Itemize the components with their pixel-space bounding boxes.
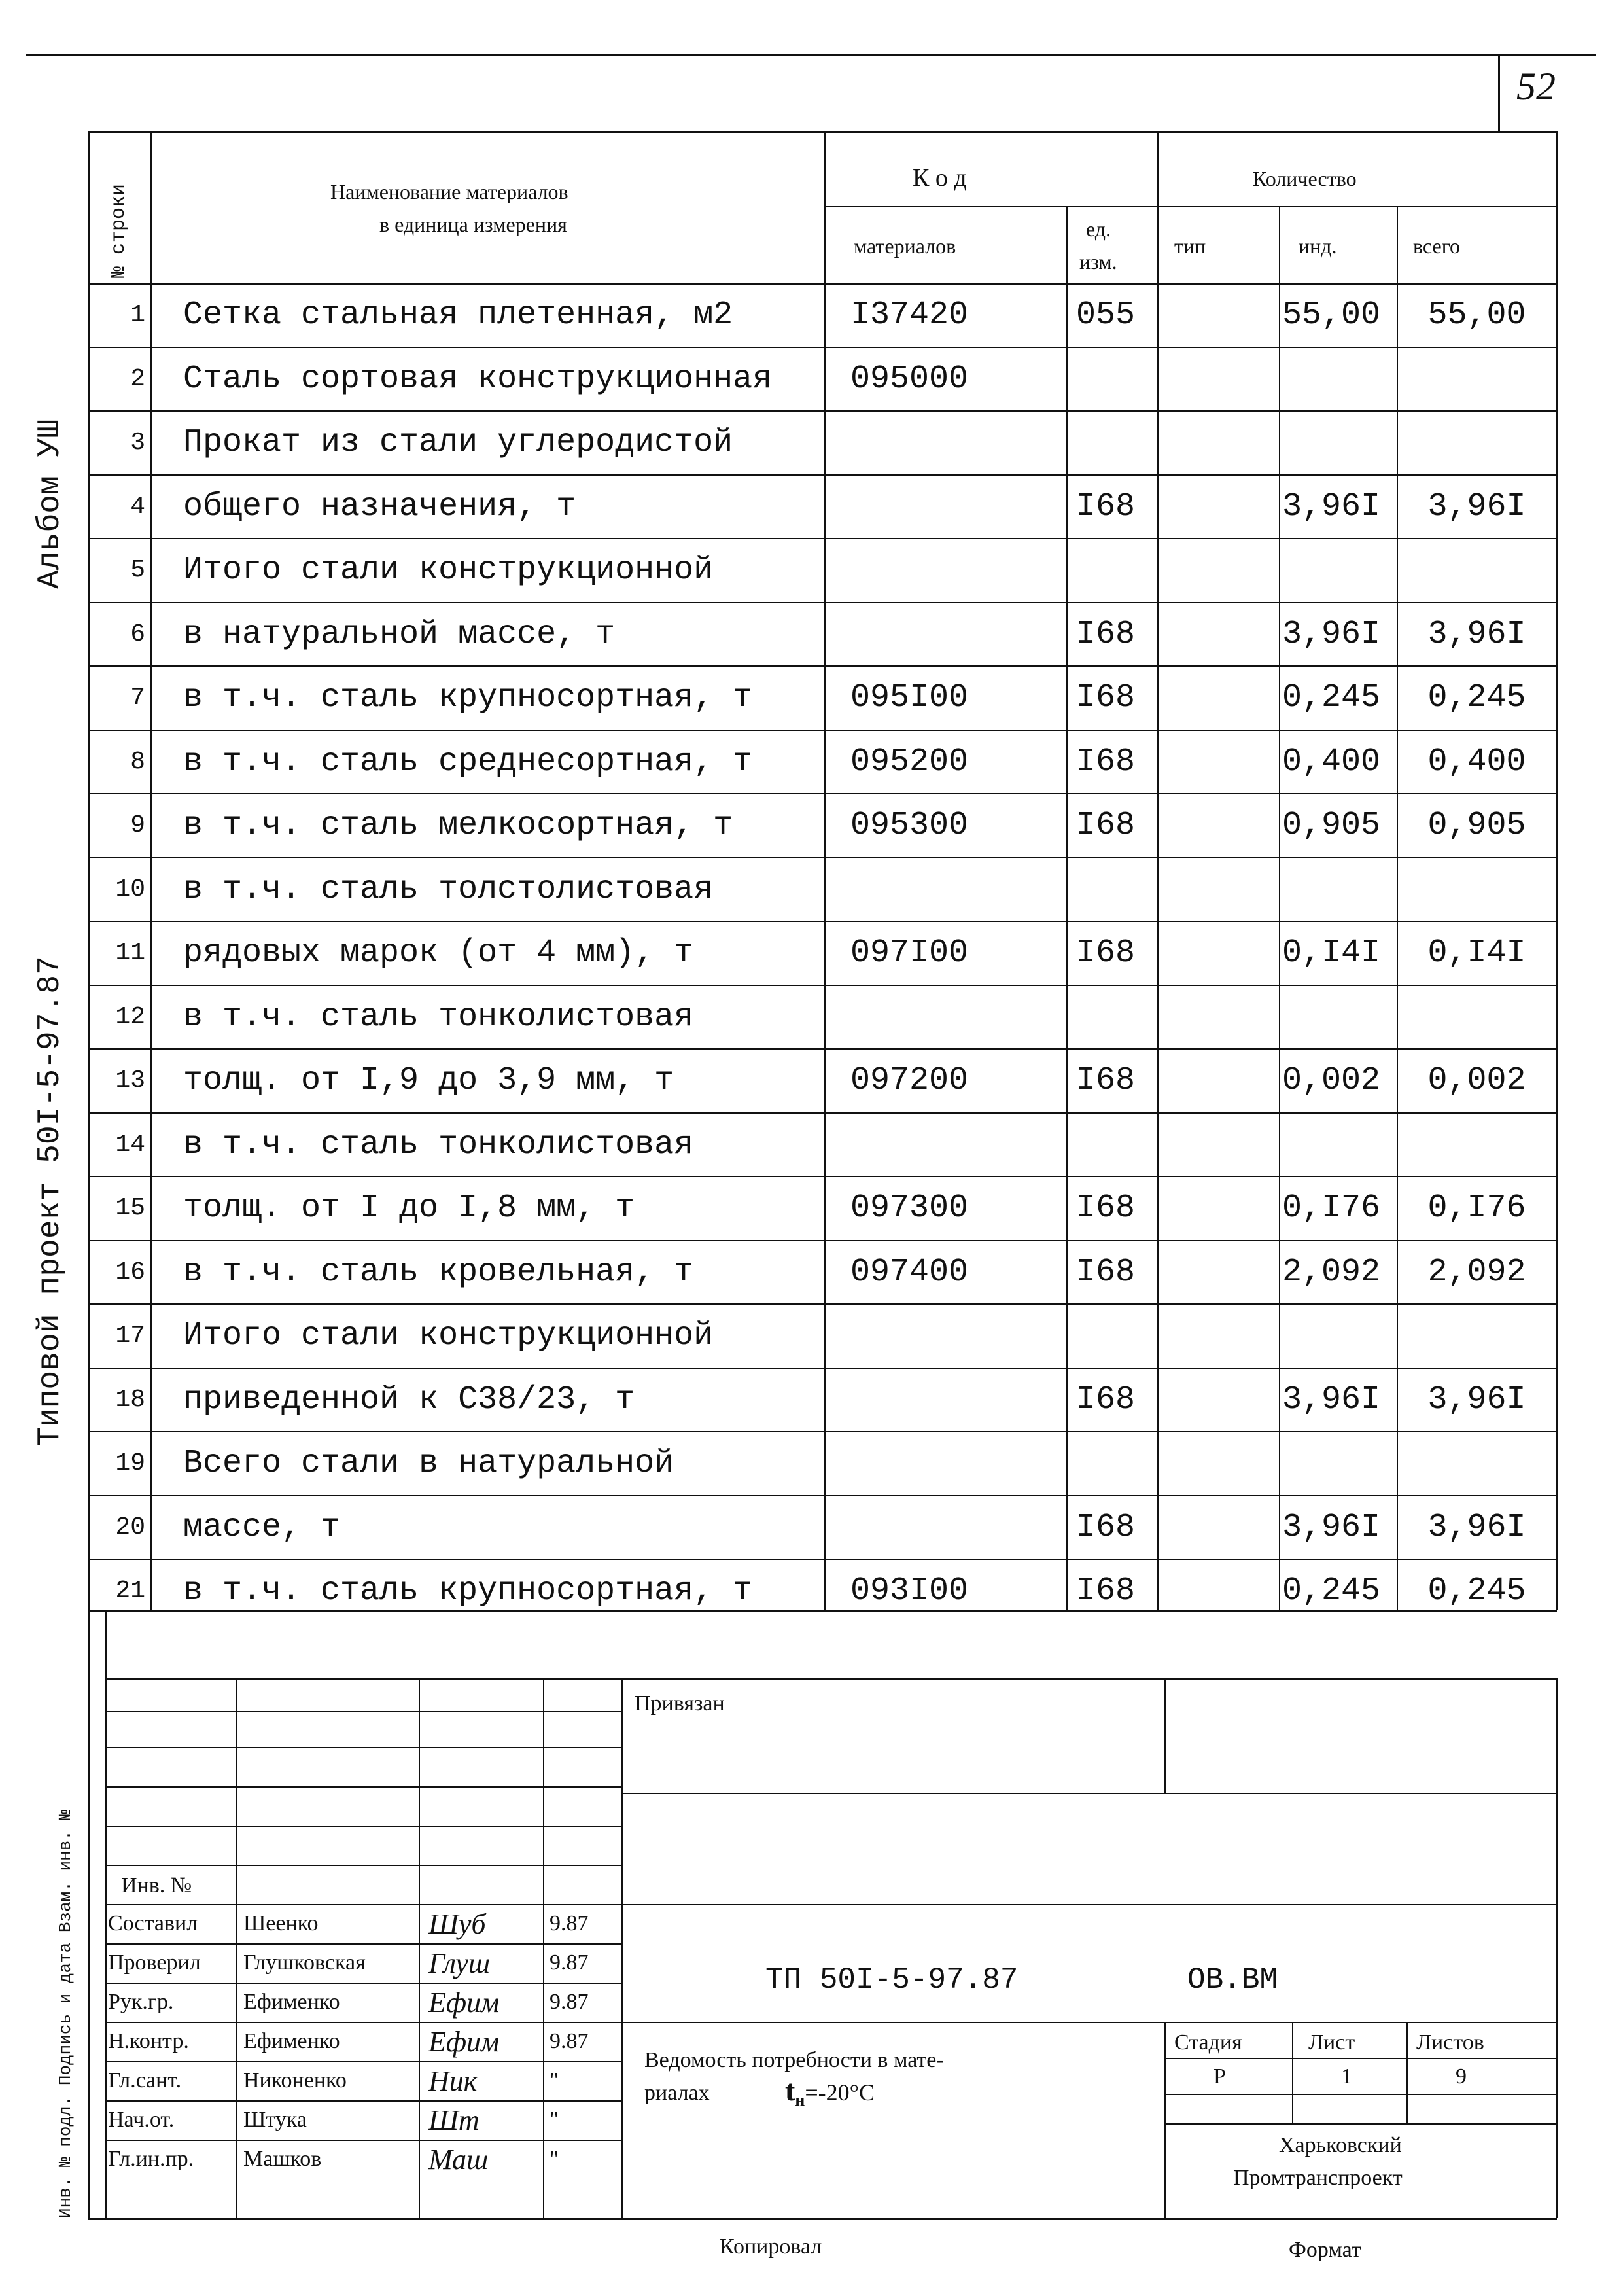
stamp-role: Нач.от. xyxy=(108,2108,175,2132)
unit-code: I68 xyxy=(1076,1572,1136,1610)
temperature-symbol: t xyxy=(785,2074,795,2107)
stamp-role: Н.контр. xyxy=(108,2029,189,2053)
unit-code: I68 xyxy=(1076,615,1136,653)
material-code: 093I00 xyxy=(850,1572,969,1610)
unit-code xyxy=(1076,410,1155,474)
stamp-role: Рук.гр. xyxy=(108,1990,174,2014)
qty-total xyxy=(1400,347,1554,411)
sheets-label: Листов xyxy=(1416,2030,1484,2055)
material-code xyxy=(850,1303,1060,1368)
row-number: 11 xyxy=(115,938,145,967)
unit-code xyxy=(1076,857,1155,921)
header-unit-2: изм. xyxy=(1079,250,1117,274)
material-code: 097400 xyxy=(850,1253,969,1291)
unit-code: I68 xyxy=(1076,1508,1136,1546)
qty-total: 0,I4I xyxy=(1427,934,1526,972)
stamp-role: Составил xyxy=(108,1911,198,1935)
material-name: в т.ч. сталь тонколистовая xyxy=(183,998,694,1036)
row-number: 5 xyxy=(130,556,145,584)
qty-ind: 0,245 xyxy=(1282,679,1381,716)
doc-title-line1: Ведомость потребности в мате- xyxy=(644,2048,944,2072)
row-number: 16 xyxy=(115,1258,145,1286)
material-code xyxy=(850,1112,1060,1176)
row-number: 9 xyxy=(130,811,145,839)
material-name: массе, т xyxy=(183,1508,341,1546)
qty-total: 0,002 xyxy=(1427,1061,1526,1099)
unit-code xyxy=(1076,538,1155,602)
page-number: 52 xyxy=(1516,65,1556,108)
stamp-date: 9.87 xyxy=(550,2029,589,2053)
stamp-name: Ефименко xyxy=(243,1990,340,2014)
header-name-line2: в единица измерения xyxy=(379,213,567,236)
unit-code: I68 xyxy=(1076,1061,1136,1099)
stamp-name: Машков xyxy=(243,2147,322,2171)
qty-total: 0,400 xyxy=(1427,743,1526,781)
qty-ind: 0,I4I xyxy=(1282,934,1381,972)
doc-code: ТП 50I-5-97.87 xyxy=(765,1963,1019,1997)
unit-code xyxy=(1076,985,1155,1049)
row-number: 10 xyxy=(115,875,145,904)
stamp-signature: Маш xyxy=(428,2143,489,2176)
stamp-name: Шеенко xyxy=(243,1911,319,1935)
header-qty: Количество xyxy=(1253,167,1357,190)
row-number: 15 xyxy=(115,1193,145,1222)
doc-mark: ОВ.ВМ xyxy=(1187,1963,1278,1997)
stamp-signature: Шт xyxy=(428,2104,480,2136)
material-name: в т.ч. сталь кровельная, т xyxy=(183,1253,694,1291)
stamp-role: Гл.сант. xyxy=(108,2068,182,2093)
header-ind: инд. xyxy=(1299,234,1337,258)
material-code xyxy=(850,1495,1060,1559)
stamp-signature: Ефим xyxy=(428,1986,500,2019)
stamp-role: Проверил xyxy=(108,1951,201,1975)
unit-code: I68 xyxy=(1076,806,1136,844)
unit-code xyxy=(1076,347,1155,411)
unit-code: I68 xyxy=(1076,487,1136,525)
unit-code: I68 xyxy=(1076,1381,1136,1419)
unit-code: I68 xyxy=(1076,1189,1136,1227)
qty-ind xyxy=(1282,1112,1397,1176)
stamp-name: Штука xyxy=(243,2108,307,2132)
qty-ind: 55,00 xyxy=(1282,296,1381,334)
stamp-name: Глушковская xyxy=(243,1951,366,1975)
material-name: толщ. от I,9 до 3,9 мм, т xyxy=(183,1061,674,1099)
side-inv-label: Инв. № подл. Подпись и дата Взам. инв. № xyxy=(56,1809,75,2218)
qty-total xyxy=(1400,538,1554,602)
temperature-label xyxy=(785,2073,875,2110)
stamp-date: " xyxy=(550,2068,559,2093)
material-name: Сетка стальная плетенная, м2 xyxy=(183,296,733,334)
material-code xyxy=(850,1431,1060,1495)
material-code: 095I00 xyxy=(850,679,969,716)
qty-total: 2,092 xyxy=(1427,1253,1526,1291)
qty-total: 55,00 xyxy=(1427,296,1526,334)
row-number: 4 xyxy=(130,492,145,521)
material-name: рядовых марок (от 4 мм), т xyxy=(183,934,694,972)
stamp-role: Гл.ин.пр. xyxy=(108,2147,194,2171)
material-name: общего назначения, т xyxy=(183,487,576,525)
unit-code xyxy=(1076,1431,1155,1495)
material-name: Прокат из стали углеродистой xyxy=(183,423,733,461)
row-number: 19 xyxy=(115,1449,145,1477)
sheet-label: Лист xyxy=(1308,2030,1355,2055)
qty-total: 3,96I xyxy=(1427,615,1526,653)
stamp-date: 9.87 xyxy=(550,1951,589,1975)
qty-ind xyxy=(1282,1303,1397,1368)
qty-ind: 0,400 xyxy=(1282,743,1381,781)
stamp-name: Ефименко xyxy=(243,2029,340,2053)
row-number: 7 xyxy=(130,683,145,712)
qty-total xyxy=(1400,1112,1554,1176)
row-number: 13 xyxy=(115,1066,145,1095)
material-code: 097300 xyxy=(850,1189,969,1227)
unit-code: I68 xyxy=(1076,1253,1136,1291)
qty-ind xyxy=(1282,985,1397,1049)
material-name: в т.ч. сталь толстолистовая xyxy=(183,870,714,908)
qty-total: 0,245 xyxy=(1427,679,1526,716)
material-name: Сталь сортовая конструкционная xyxy=(183,360,773,398)
material-code xyxy=(850,474,1060,539)
doc-title-line2: риалах xyxy=(644,2081,710,2105)
qty-total: 3,96I xyxy=(1427,1508,1526,1546)
material-code: 097200 xyxy=(850,1061,969,1099)
material-name: в натуральной массе, т xyxy=(183,615,616,653)
material-name: в т.ч. сталь крупносортная, т xyxy=(183,679,753,716)
footer-copied: Копировал xyxy=(720,2234,822,2259)
stamp-signature: Ник xyxy=(428,2064,478,2097)
qty-total xyxy=(1400,1303,1554,1368)
material-code xyxy=(850,538,1060,602)
material-name: толщ. от I до I,8 мм, т xyxy=(183,1189,635,1227)
stamp-signature: Шуб xyxy=(428,1907,486,1940)
stamp-date: " xyxy=(550,2108,559,2132)
stamp-date: " xyxy=(550,2147,559,2171)
qty-ind xyxy=(1282,857,1397,921)
qty-ind: 3,96I xyxy=(1282,1508,1381,1546)
row-number: 14 xyxy=(115,1130,145,1159)
unit-code: I68 xyxy=(1076,934,1136,972)
material-name: в т.ч. сталь крупносортная, т xyxy=(183,1572,753,1610)
qty-ind: 3,96I xyxy=(1282,615,1381,653)
privyazan-label: Привязан xyxy=(635,1691,725,1716)
material-name: приведенной к С38/23, т xyxy=(183,1381,635,1419)
material-code xyxy=(850,410,1060,474)
material-name: в т.ч. сталь мелкосортная, т xyxy=(183,806,733,844)
side-project-label: Типовой проект 50I-5-97.87 xyxy=(33,956,68,1446)
qty-ind xyxy=(1282,410,1397,474)
qty-ind: 0,905 xyxy=(1282,806,1381,844)
material-code: 095000 xyxy=(850,360,969,398)
unit-code: 055 xyxy=(1076,296,1136,334)
qty-total xyxy=(1400,410,1554,474)
qty-total: 0,905 xyxy=(1427,806,1526,844)
material-name: в т.ч. сталь тонколистовая xyxy=(183,1125,694,1163)
header-name-line1: Наименование материалов xyxy=(330,180,568,203)
inv-no-label: Инв. № xyxy=(121,1873,192,1898)
qty-ind xyxy=(1282,347,1397,411)
material-code xyxy=(850,1368,1060,1432)
qty-ind xyxy=(1282,1431,1397,1495)
sheets-value: 9 xyxy=(1456,2064,1467,2089)
row-number: 2 xyxy=(130,364,145,393)
stamp-name: Никоненко xyxy=(243,2068,347,2093)
qty-total: 3,96I xyxy=(1427,1381,1526,1419)
qty-ind: 3,96I xyxy=(1282,1381,1381,1419)
unit-code: I68 xyxy=(1076,679,1136,716)
row-number: 17 xyxy=(115,1321,145,1350)
header-unit-1: ед. xyxy=(1086,217,1111,241)
material-name: Итого стали конструкционной xyxy=(183,551,714,589)
qty-total xyxy=(1400,985,1554,1049)
row-number: 1 xyxy=(130,300,145,329)
row-number: 6 xyxy=(130,620,145,648)
header-code: К о д xyxy=(913,164,967,192)
row-number: 8 xyxy=(130,747,145,776)
header-materials: материалов xyxy=(854,234,956,258)
row-number: 21 xyxy=(115,1576,145,1605)
org-line2: Промтранспроект xyxy=(1233,2166,1403,2190)
unit-code xyxy=(1076,1303,1155,1368)
qty-ind: 0,002 xyxy=(1282,1061,1381,1099)
org-line1: Харьковский xyxy=(1279,2133,1402,2157)
stamp-date: 9.87 xyxy=(550,1911,589,1935)
material-code xyxy=(850,857,1060,921)
row-number: 12 xyxy=(115,1002,145,1031)
row-number: 18 xyxy=(115,1385,145,1414)
header-rownum: № строки xyxy=(108,183,130,278)
stage-label: Стадия xyxy=(1174,2030,1242,2055)
stamp-signature: Ефим xyxy=(428,2025,500,2058)
unit-code xyxy=(1076,1112,1155,1176)
material-code: I37420 xyxy=(850,296,969,334)
qty-ind xyxy=(1282,538,1397,602)
material-name: Всего стали в натуральной xyxy=(183,1444,674,1482)
sheet-value: 1 xyxy=(1341,2064,1352,2089)
qty-ind: 0,245 xyxy=(1282,1572,1381,1610)
header-tip: тип xyxy=(1174,234,1206,258)
temperature-subscript: н xyxy=(795,2091,805,2110)
material-name: Итого стали конструкционной xyxy=(183,1316,714,1354)
qty-total xyxy=(1400,857,1554,921)
qty-ind: 3,96I xyxy=(1282,487,1381,525)
row-number: 3 xyxy=(130,428,145,457)
qty-total xyxy=(1400,1431,1554,1495)
row-number: 20 xyxy=(115,1513,145,1542)
qty-ind: 2,092 xyxy=(1282,1253,1381,1291)
unit-code: I68 xyxy=(1076,743,1136,781)
material-code xyxy=(850,985,1060,1049)
qty-ind: 0,I76 xyxy=(1282,1189,1381,1227)
material-code: 097I00 xyxy=(850,934,969,972)
material-code xyxy=(850,602,1060,666)
header-total: всего xyxy=(1413,234,1461,258)
material-code: 095300 xyxy=(850,806,969,844)
stamp-signature: Глуш xyxy=(428,1947,491,1979)
qty-total: 3,96I xyxy=(1427,487,1526,525)
side-album-label: Альбом УШ xyxy=(33,419,68,589)
stage-value: Р xyxy=(1213,2064,1226,2089)
temperature-value: =-20°C xyxy=(805,2079,875,2106)
qty-total: 0,245 xyxy=(1427,1572,1526,1610)
footer-format: Формат xyxy=(1289,2238,1361,2262)
qty-total: 0,I76 xyxy=(1427,1189,1526,1227)
material-name: в т.ч. сталь среднесортная, т xyxy=(183,743,753,781)
stamp-date: 9.87 xyxy=(550,1990,589,2014)
material-code: 095200 xyxy=(850,743,969,781)
